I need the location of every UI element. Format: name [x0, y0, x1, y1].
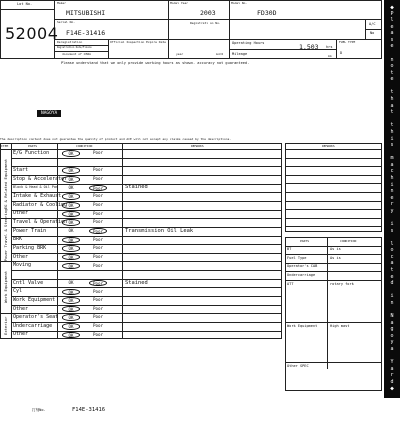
footer-serial: F14E-31416 — [72, 407, 106, 413]
col-parts-header: PARTS — [28, 143, 38, 148]
sidebar-char: g — [390, 326, 394, 333]
grid-line — [285, 209, 382, 210]
sidebar-char: a — [390, 345, 394, 352]
col-item-header: ITEM — [1, 143, 9, 148]
deregistration-label: Deregistration — [57, 40, 83, 44]
ok-mark: OK — [62, 150, 80, 157]
sidebar-char: a — [390, 102, 394, 109]
poor-mark: Poor — [92, 202, 104, 207]
sidebar-char: o — [390, 332, 394, 339]
col-remarks-header: REMARKS — [191, 143, 204, 148]
ok-mark: OK — [68, 184, 74, 190]
part-label: Work Equipment — [13, 296, 56, 303]
ok-mark: OK — [62, 176, 80, 183]
grid-line — [285, 149, 382, 150]
poor-mark: Poor — [89, 185, 107, 192]
poor-mark: Poor — [92, 323, 104, 329]
sidebar-char: d — [390, 378, 394, 385]
ok-mark: OK — [62, 193, 80, 200]
spec-part: Operator's CAB — [287, 264, 318, 269]
model-year-value: 2003 — [200, 9, 216, 17]
grid-line — [285, 158, 382, 159]
ok-mark: OK — [62, 167, 80, 174]
table-frame — [0, 143, 282, 339]
sidebar-char: a — [390, 365, 394, 372]
grid-line — [11, 331, 282, 332]
sidebar-char: e — [390, 76, 394, 83]
part-label: Power Train — [13, 227, 47, 234]
group-label: Exterior — [2, 317, 8, 336]
sidebar-char: n — [390, 56, 394, 63]
sidebar-char: r — [390, 201, 394, 208]
sidebar-char: i — [390, 135, 394, 142]
sidebar-char: n — [390, 299, 394, 306]
inspection-label: Official Inspection Expire Date — [110, 40, 166, 44]
ok-mark: OK — [62, 332, 80, 339]
poor-mark: Poor — [92, 176, 104, 182]
ok-mark: OK — [68, 227, 74, 233]
ok-mark: OK — [62, 237, 80, 244]
fuel-type-label: FUEL TYPE — [339, 40, 356, 44]
sidebar-char: l — [390, 240, 394, 247]
ok-mark: OK — [62, 314, 80, 321]
registration-label: Registrati on No. — [190, 21, 221, 25]
month-label: month — [216, 53, 224, 56]
sidebar-char: a — [390, 260, 394, 267]
poor-mark: Poor — [92, 314, 104, 320]
part-label: Other — [13, 305, 29, 312]
operating-hours-label: Operating Hours — [232, 41, 265, 45]
grid-line — [11, 244, 282, 245]
spec-other: Other SPEC — [287, 363, 309, 368]
grid-line — [11, 158, 282, 159]
remark-text: Stained — [125, 279, 148, 286]
poor-mark: Poor — [92, 331, 104, 337]
remark-text: Transmission Oil Leak — [125, 227, 194, 234]
grid-line — [285, 218, 382, 219]
grid-line — [285, 175, 382, 176]
grid-line — [285, 322, 382, 323]
disclaimer: The description content does not guarantee the quality of product and ACE will not accept any claims caused by the descriptions. — [0, 137, 232, 141]
part-label: Intake & Exhaust — [13, 193, 62, 200]
location-badge: NAGOYA — [37, 110, 61, 117]
poor-mark: Poor — [92, 253, 104, 259]
model-year-label: Model Year — [170, 1, 189, 5]
document-label: document of CEWA — [62, 52, 91, 56]
part-label: Undercarriage — [13, 322, 53, 329]
part-label: Radiator & Cooling — [13, 201, 68, 208]
grid-line — [285, 201, 382, 202]
group-label: Power Travel & Steering — [2, 208, 8, 262]
diamond-icon: ◆ — [390, 385, 394, 393]
grid-line — [11, 210, 282, 211]
sidebar-char: h — [390, 96, 394, 103]
ok-mark: OK — [62, 306, 80, 313]
part-label: E/G Function — [13, 149, 50, 156]
grid-line — [285, 362, 382, 363]
sidebar-char: t — [390, 89, 394, 96]
spec-condition: As is — [330, 247, 341, 252]
serial-value: F14E-31416 — [66, 29, 106, 37]
part-label: Travel & Operation — [13, 219, 68, 225]
sidebar-char: t — [390, 109, 394, 116]
spec-part: Undercarriage — [287, 272, 316, 277]
mileage-label: Mileage — [232, 52, 248, 56]
part-label: Moving — [13, 262, 32, 269]
sidebar-char: h — [390, 128, 394, 135]
registration-date-label: Registration Date/Finale — [57, 46, 92, 49]
poor-mark: Poor — [92, 150, 104, 156]
grid-line — [327, 237, 328, 369]
spec-part: ATT — [287, 281, 294, 286]
part-label: Start — [13, 167, 29, 174]
grid-line — [0, 261, 282, 262]
grid-line — [285, 192, 382, 193]
model-label: Model No. — [231, 1, 248, 5]
spec-part: Fuel Type — [287, 255, 307, 260]
spec-parts-header: PARTS — [300, 238, 310, 243]
ok-mark: OK — [62, 297, 80, 304]
spec-work-equipment: Work Equipment — [287, 323, 318, 328]
poor-mark: Poor — [92, 193, 104, 199]
sidebar-char: r — [390, 372, 394, 379]
sidebar-char: m — [390, 155, 394, 162]
grid-line — [285, 183, 382, 184]
fuel-type-value: D — [340, 51, 343, 55]
poor-mark: Poor — [92, 167, 104, 173]
diamond-icon: ◆ — [390, 4, 394, 11]
grid-line — [11, 287, 282, 288]
sidebar-char: a — [390, 161, 394, 168]
ok-mark: OK — [62, 245, 80, 252]
grid-line — [11, 143, 12, 339]
part-label: Parking BRK — [13, 244, 47, 251]
sidebar-char: i — [390, 293, 394, 300]
group-label: EG & Related Equipment — [2, 158, 8, 209]
maker-value: MITSUBISHI — [66, 9, 106, 17]
poor-mark: Poor — [92, 297, 104, 303]
sidebar-char: y — [390, 207, 394, 214]
notice-sidebar — [384, 0, 400, 398]
part-label: Operator's Seat — [13, 314, 59, 321]
part-label: Other — [13, 210, 29, 217]
operating-hours-value: 1,503 — [299, 43, 319, 51]
sidebar-char: y — [390, 339, 394, 346]
right-remarks-header: REMARKS — [322, 143, 335, 148]
sidebar-char: i — [390, 181, 394, 188]
grid-line — [122, 143, 123, 339]
grid-line — [285, 226, 382, 227]
sidebar-char: t — [390, 267, 394, 274]
poor-mark: Poor — [92, 219, 104, 225]
ok-mark: OK — [62, 202, 80, 209]
grid-line — [285, 280, 382, 281]
sidebar-char: s — [390, 142, 394, 149]
part-label: Other — [13, 253, 29, 260]
spec-part: BT — [287, 247, 292, 252]
hrs-unit: hrs — [326, 45, 333, 49]
spec-work-equipment-value: High mast — [330, 323, 350, 328]
spec-condition: As is — [330, 255, 341, 260]
ok-mark: OK — [68, 279, 74, 285]
remark-text: Stained — [125, 184, 148, 191]
part-label: Stop & Accelerator — [13, 175, 68, 182]
poor-mark: Poor — [92, 305, 104, 311]
grid-line — [11, 166, 282, 167]
model-value: FD30D — [257, 9, 277, 17]
sidebar-char: e — [390, 23, 394, 30]
poor-mark: Poor — [92, 262, 104, 268]
sidebar-char: a — [390, 319, 394, 326]
spec-condition: rotary fork — [330, 281, 354, 286]
sidebar-char: e — [390, 273, 394, 280]
poor-mark: Poor — [92, 236, 104, 242]
sidebar-char: e — [390, 43, 394, 50]
part-label: Cyl — [13, 288, 23, 295]
sidebar-char: i — [390, 221, 394, 228]
group-label: Work Equipment — [2, 271, 8, 304]
hours-note: Please understand that we only provide working hours as shown. accuracy not guaranteed. — [61, 61, 250, 65]
sidebar-char: n — [390, 188, 394, 195]
grid-line — [11, 270, 282, 271]
part-label: Cntl Valve — [13, 279, 44, 286]
grid-line — [11, 305, 282, 306]
sidebar-char: t — [390, 69, 394, 76]
part-label: BRK — [13, 236, 23, 243]
serial-label: Serial No. — [57, 20, 76, 24]
sidebar-char: N — [390, 313, 394, 320]
sidebar-char: d — [390, 280, 394, 287]
sidebar-char: a — [390, 30, 394, 37]
ac-label: A/C — [369, 22, 376, 26]
sidebar-char: t — [390, 122, 394, 129]
km-unit: km — [328, 54, 332, 58]
poor-mark: Poor — [92, 288, 104, 294]
lot-number: 52004 — [5, 24, 59, 43]
year-label: year — [176, 52, 184, 56]
sidebar-char: h — [390, 174, 394, 181]
maker-label: Maker — [57, 1, 67, 5]
grid-line — [285, 166, 382, 167]
sidebar-char: s — [390, 227, 394, 234]
sidebar-char: P — [390, 10, 394, 17]
ok-mark: OK — [62, 219, 80, 226]
sidebar-char: s — [390, 36, 394, 43]
lot-label: Lot No. — [17, 1, 33, 6]
grid-line — [11, 236, 282, 237]
part-label: Other — [13, 331, 29, 338]
part-label: Block & Head & Oil Pan — [13, 185, 58, 190]
sidebar-char: Y — [390, 359, 394, 366]
col-condition-header: CONDITION — [76, 143, 93, 148]
footer-label: 打刻No. — [32, 408, 46, 412]
sidebar-char: l — [390, 17, 394, 24]
sidebar-char: e — [390, 194, 394, 201]
sidebar-char: o — [390, 63, 394, 70]
ok-mark: OK — [62, 289, 80, 296]
grid-line — [57, 143, 58, 339]
poor-mark: Poor — [89, 228, 107, 235]
grid-line — [11, 253, 282, 254]
sidebar-char: c — [390, 168, 394, 175]
sidebar-char: c — [390, 253, 394, 260]
ok-mark: OK — [62, 263, 80, 270]
ok-mark: OK — [62, 211, 80, 218]
ok-mark: OK — [62, 323, 80, 330]
sidebar-char: o — [390, 247, 394, 254]
poor-mark: Poor — [89, 280, 107, 287]
ac-value: No — [370, 31, 375, 35]
poor-mark: Poor — [92, 210, 104, 216]
spec-condition-header: CONDITION — [340, 238, 357, 243]
ok-mark: OK — [62, 254, 80, 261]
poor-mark: Poor — [92, 245, 104, 251]
